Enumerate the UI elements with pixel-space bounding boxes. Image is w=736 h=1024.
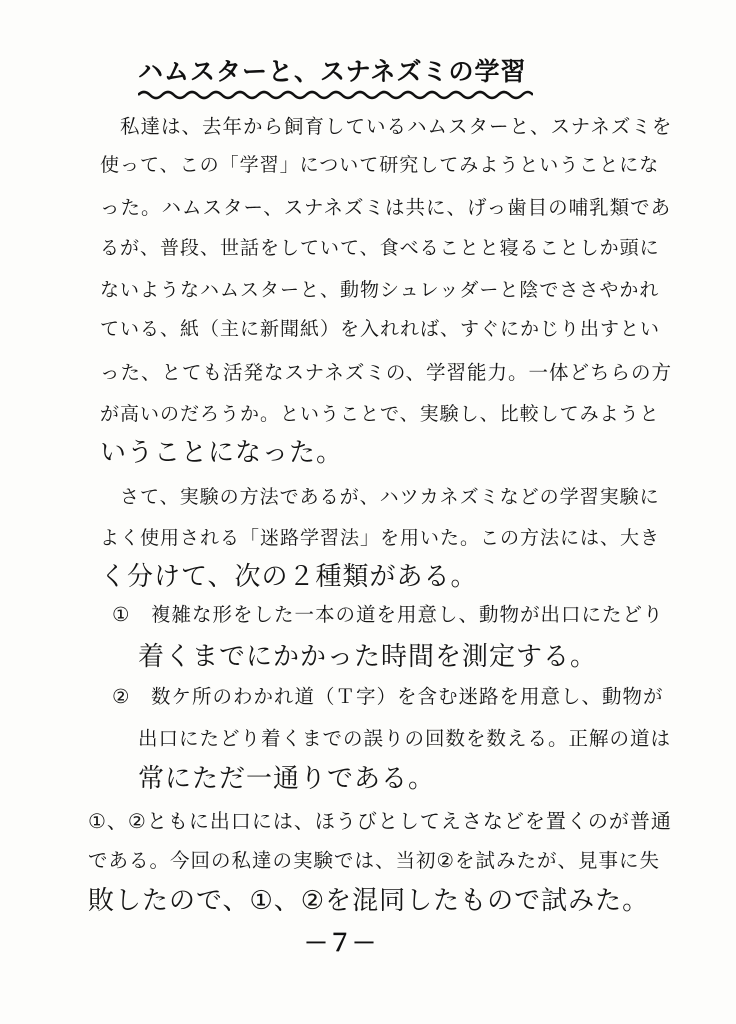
page-number: －７－ (304, 929, 376, 957)
body-line-12: く分けて、次の２種類がある。 (100, 562, 478, 592)
title-block (138, 52, 538, 104)
body-line-8: が高いのだろうか。ということで、実験し、比較してみようと (100, 403, 660, 425)
body-line-9: いうことになった。 (100, 438, 344, 468)
body-line-5: ないようなハムスターと、動物シュレッダーと陰でささやかれ (100, 279, 660, 301)
body-line-6: ている、紙（主に新聞紙）を入れれば、すぐにかじり出すとい (100, 318, 661, 340)
body-line-2: 使って、この「学習」について研究してみようということにな (100, 154, 660, 176)
list-item-2-line-3: 常にただ一通りである。 (138, 764, 436, 794)
title-wavy-underline (138, 86, 533, 104)
body-line-11: よく使用される「迷路学習法」を用いた。この方法には、大き (100, 527, 661, 549)
body-line-4: るが、普段、世話をしていて、食べることと寝ることしか頭に (100, 237, 660, 259)
body-line-1: 私達は、去年から飼育しているハムスターと、スナネズミを (120, 115, 673, 138)
body-line-13: ①、②ともに出口には、ほうびとしてえさなどを置くのが普通 (88, 809, 672, 833)
list-item-1-line-2: 着くまでにかかった時間を測定する。 (138, 642, 598, 672)
list-item-1-line-1: ① 複雑な形をした一本の道を用意し、動物が出口にたどり (112, 603, 664, 626)
body-line-14: である。今回の私達の実験では、当初②を試みたが、見事に失 (88, 849, 660, 872)
body-line-15: 敗したので、①、②を混同したもので試みた。 (88, 886, 650, 916)
page-title: ハムスターと、スナネズミの学習 (138, 57, 527, 86)
list-item-2-line-1: ② 数ケ所のわかれ道（Ｔ字）を含む迷路を用意し、動物が (112, 685, 664, 708)
body-line-3: った。ハムスター、スナネズミは共に、げっ歯目の哺乳類であ (100, 196, 672, 219)
body-line-7: った、とても活発なスナネズミの、学習能力。一体どちらの方 (100, 361, 673, 384)
body-line-10: さて、実験の方法であるが、ハツカネズミなどの学習実験に (120, 486, 660, 508)
list-item-2-line-2: 出口にたどり着くまでの誤りの回数を数える。正解の道は (138, 727, 672, 750)
